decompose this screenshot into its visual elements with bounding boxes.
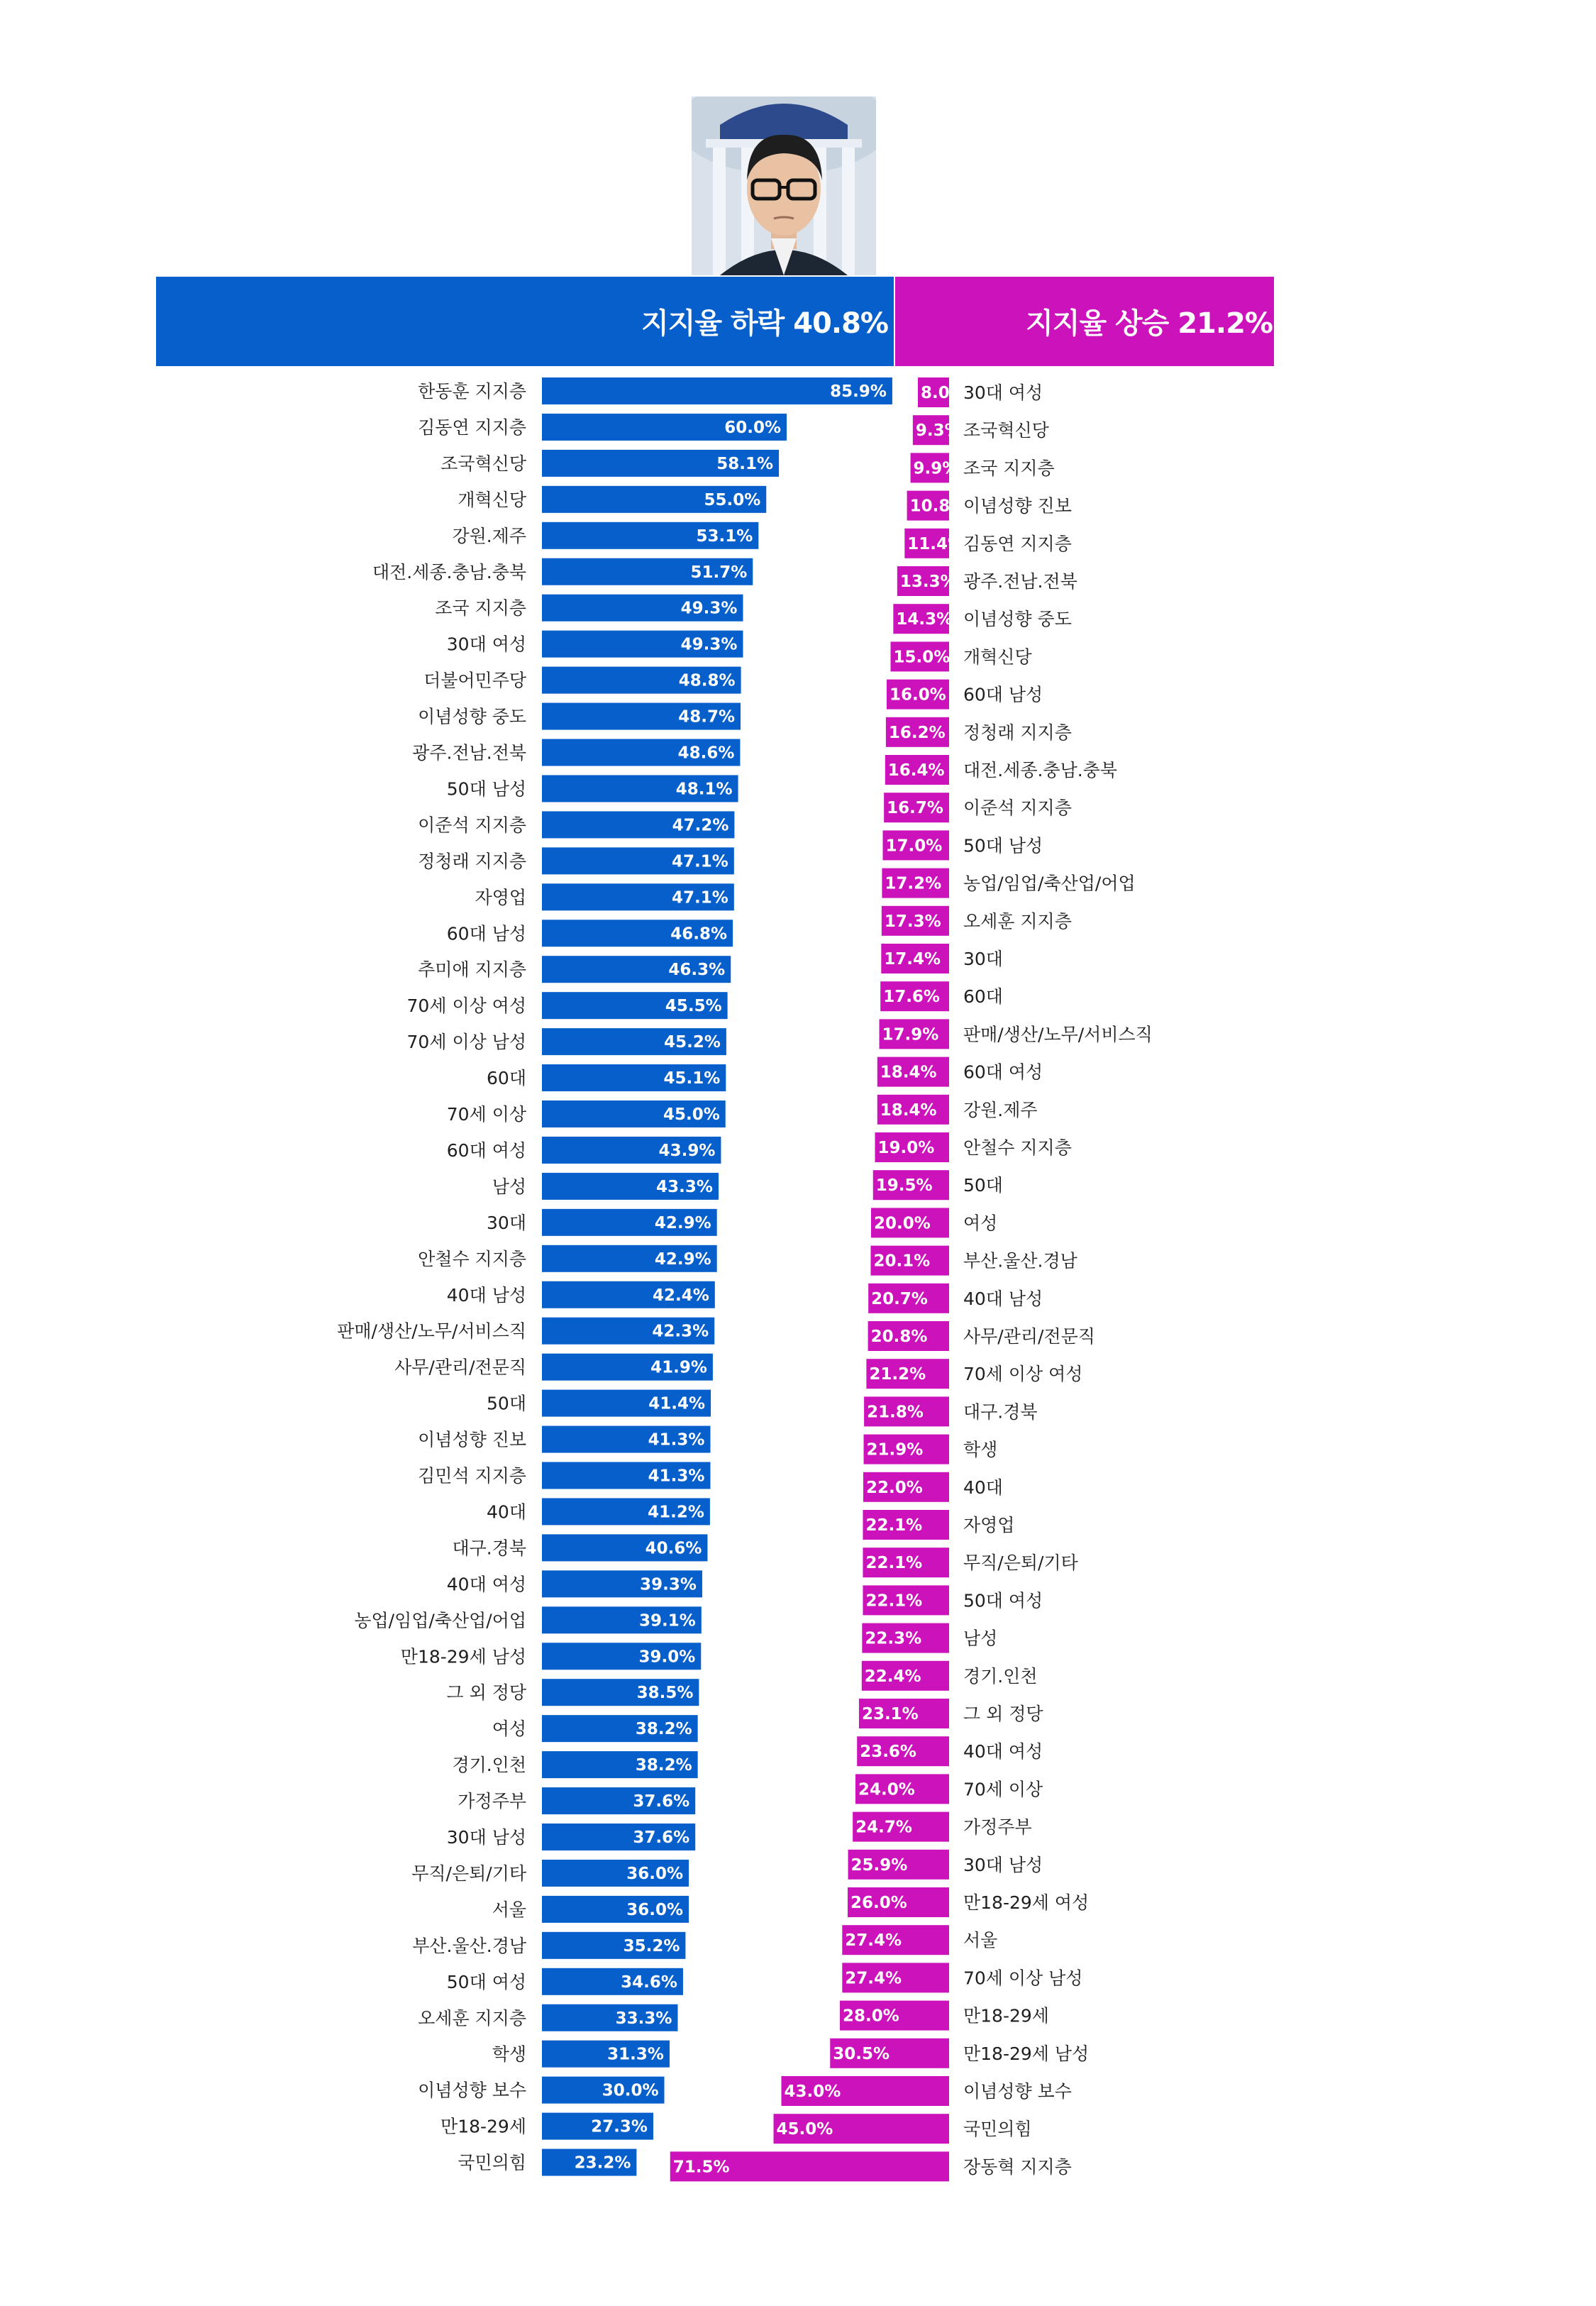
up-category-label: 안철수 지지층	[963, 1137, 1072, 1158]
up-bar-value-label: 27.4%	[845, 1969, 902, 1988]
up-bar-value-label: 21.2%	[869, 1365, 926, 1384]
up-category-label: 30대	[963, 949, 1003, 969]
up-category-label: 오세훈 지지층	[963, 910, 1072, 932]
up-category-label: 무직/은퇴/기타	[963, 1552, 1078, 1574]
down-category-label: 70세 이상 남성	[406, 1032, 526, 1053]
up-category-label: 50대 남성	[963, 835, 1043, 856]
down-category-label: 개혁신당	[458, 489, 526, 510]
up-bar-value-label: 19.5%	[875, 1176, 933, 1196]
down-bar-value-label: 42.9%	[654, 1213, 711, 1232]
down-category-label: 50대	[487, 1393, 526, 1414]
down-bar-value-label: 47.1%	[672, 852, 728, 871]
up-category-label: 만18-29세 남성	[963, 2043, 1090, 2064]
up-category-label: 30대 여성	[963, 382, 1043, 403]
down-category-label: 한동훈 지지층	[418, 381, 526, 402]
up-category-label: 조국혁신당	[963, 420, 1049, 441]
up-bar-value-label: 18.4%	[880, 1063, 937, 1082]
down-category-label: 사무/관리/전문직	[394, 1357, 526, 1378]
down-bar-value-label: 85.9%	[830, 382, 887, 401]
down-bar-value-label: 33.3%	[615, 2009, 672, 2028]
up-category-label: 50대 여성	[963, 1590, 1043, 1611]
down-category-label: 국민의힘	[458, 2152, 526, 2173]
up-bar-value-label: 22.1%	[865, 1516, 923, 1535]
down-bar-value-label: 41.3%	[648, 1467, 705, 1486]
down-category-label: 가정주부	[458, 1791, 526, 1812]
up-category-label: 70세 이상 남성	[963, 1968, 1083, 1989]
up-bar-value-label: 13.3%	[899, 573, 957, 591]
down-category-label: 자영업	[475, 887, 526, 908]
down-bar-value-label: 39.0%	[638, 1648, 696, 1667]
up-category-label: 사무/관리/전문직	[963, 1326, 1095, 1347]
down-bar-value-label: 42.3%	[652, 1322, 709, 1341]
up-category-label: 강원.제주	[963, 1099, 1038, 1120]
up-category-label: 서울	[963, 1930, 998, 1951]
down-category-label: 판매/생산/노무/서비스직	[337, 1320, 526, 1342]
down-bar-value-label: 43.9%	[658, 1141, 716, 1160]
down-bar-value-label: 34.6%	[621, 1973, 677, 1992]
down-bar-value-label: 51.7%	[690, 563, 748, 582]
down-bar-value-label: 48.8%	[678, 671, 736, 690]
down-bar-value-label: 41.3%	[648, 1430, 705, 1450]
down-bar-value-label: 47.2%	[672, 816, 729, 835]
down-bar-value-label: 46.3%	[668, 961, 726, 980]
down-category-label: 광주.전남.전북	[412, 742, 526, 763]
down-category-label: 강원.제주	[452, 525, 526, 546]
down-bar-value-label: 48.1%	[675, 780, 733, 799]
up-category-label: 이준석 지지층	[963, 798, 1072, 819]
down-bar-value-label: 47.1%	[672, 888, 728, 907]
down-bar-value-label: 60.0%	[724, 418, 781, 437]
up-category-label: 대구.경북	[963, 1401, 1038, 1423]
down-category-label: 조국 지지층	[435, 597, 526, 619]
up-bar-value-label: 9.3%	[915, 421, 961, 441]
up-category-label: 이념성향 중도	[963, 609, 1072, 630]
down-category-label: 조국혁신당	[440, 453, 526, 474]
up-bar-value-label: 8.0%	[921, 384, 966, 402]
up-bar-value-label: 21.9%	[866, 1440, 924, 1460]
up-category-label: 김동연 지지층	[963, 533, 1072, 554]
header-up-label: 지지율 상승 21.2%	[1026, 307, 1273, 340]
down-category-label: 안철수 지지층	[418, 1248, 526, 1269]
up-category-label: 대전.세종.충남.충북	[963, 760, 1118, 780]
up-category-label: 국민의힘	[963, 2119, 1032, 2140]
down-category-label: 경기.인천	[452, 1755, 526, 1776]
down-category-label: 이념성향 중도	[418, 706, 526, 727]
up-category-label: 50대	[963, 1175, 1003, 1196]
down-category-label: 40대 남성	[446, 1284, 526, 1306]
up-bar-value-label: 24.0%	[858, 1780, 915, 1799]
down-bar-value-label: 37.6%	[633, 1828, 690, 1847]
up-category-label: 개혁신당	[963, 646, 1032, 668]
up-bar-value-label: 30.5%	[833, 2044, 890, 2063]
up-bar-value-label: 22.4%	[864, 1667, 921, 1686]
up-category-label: 40대 여성	[963, 1741, 1043, 1762]
up-category-label: 이념성향 보수	[963, 2081, 1072, 2102]
up-bar-value-label: 21.8%	[867, 1403, 924, 1422]
up-bar-value-label: 25.9%	[850, 1855, 908, 1875]
up-category-label: 남성	[963, 1628, 998, 1649]
up-category-label: 판매/생산/노무/서비스직	[963, 1024, 1153, 1045]
down-bar-value-label: 36.0%	[626, 1864, 683, 1883]
down-category-label: 50대 여성	[446, 1971, 526, 1992]
down-category-label: 정청래 지지층	[418, 851, 526, 872]
up-bar-value-label: 22.0%	[866, 1478, 923, 1497]
up-category-label: 가정주부	[963, 1816, 1032, 1838]
down-category-label: 더불어민주당	[423, 670, 526, 691]
down-category-label: 오세훈 지지층	[418, 2007, 526, 2029]
down-category-label: 40대 여성	[446, 1574, 526, 1595]
up-bar-value-label: 71.5%	[672, 2158, 730, 2177]
up-category-label: 자영업	[963, 1515, 1015, 1535]
down-bar-value-label: 49.3%	[680, 635, 738, 654]
up-category-label: 40대	[963, 1477, 1003, 1498]
up-category-label: 장동혁 지지층	[963, 2156, 1072, 2178]
down-bar-value-label: 27.3%	[591, 2117, 648, 2136]
up-bar-value-label: 28.0%	[843, 2007, 899, 2026]
down-category-label: 그 외 정당	[446, 1682, 526, 1704]
up-bar-value-label: 23.1%	[861, 1705, 919, 1723]
down-bar-value-label: 46.8%	[670, 925, 728, 944]
up-category-label: 만18-29세 여성	[963, 1892, 1090, 1913]
down-category-label: 30대 여성	[446, 634, 526, 655]
up-bar-value-label: 17.4%	[884, 950, 941, 969]
down-bar-value-label: 39.1%	[639, 1611, 696, 1631]
up-category-label: 조국 지지층	[963, 458, 1055, 479]
down-bar-value-label: 37.6%	[633, 1792, 690, 1811]
down-category-label: 여성	[492, 1719, 526, 1740]
down-category-label: 만18-29세 남성	[400, 1646, 526, 1667]
up-category-label: 학생	[963, 1439, 998, 1460]
down-category-label: 30대	[487, 1212, 526, 1233]
up-bar-value-label: 45.0%	[776, 2120, 833, 2139]
down-category-label: 60대	[487, 1068, 526, 1089]
down-category-label: 서울	[492, 1899, 526, 1920]
up-category-label: 경기.인천	[963, 1665, 1038, 1687]
up-bar-value-label: 43.0%	[784, 2082, 841, 2101]
up-category-label: 70세 이상 여성	[963, 1364, 1083, 1385]
down-bar-value-label: 45.0%	[663, 1105, 720, 1124]
up-bar-value-label: 20.7%	[871, 1289, 928, 1308]
down-bar-value-label: 38.5%	[636, 1684, 694, 1703]
down-category-label: 60대 남성	[446, 923, 526, 944]
down-bar-value-label: 36.0%	[626, 1900, 683, 1919]
up-bar-value-label: 17.0%	[885, 837, 943, 856]
up-category-label: 그 외 정당	[963, 1704, 1043, 1724]
down-bar-value-label: 49.3%	[680, 599, 738, 618]
up-category-label: 부산.울산.경남	[963, 1250, 1077, 1271]
up-bar-value-label: 17.9%	[882, 1025, 939, 1044]
down-bar-value-label: 43.3%	[656, 1177, 713, 1196]
down-category-label: 남성	[492, 1176, 526, 1197]
down-category-label: 학생	[492, 2043, 526, 2065]
down-category-label: 농업/임업/축산업/어업	[354, 1610, 526, 1631]
down-bar-value-label: 38.2%	[635, 1720, 692, 1739]
up-category-label: 농업/임업/축산업/어업	[963, 873, 1136, 894]
down-category-label: 30대 남성	[446, 1827, 526, 1848]
up-category-label: 여성	[963, 1213, 998, 1234]
up-bar-value-label: 17.2%	[885, 874, 942, 893]
down-category-label: 김동연 지지층	[418, 416, 526, 438]
up-category-label: 광주.전남.전북	[963, 571, 1077, 592]
header-down-label: 지지율 하락 40.8%	[641, 307, 888, 340]
down-category-label: 이념성향 보수	[418, 2080, 526, 2101]
down-category-label: 부산.울산.경남	[412, 1935, 526, 1956]
down-bar-value-label: 38.2%	[635, 1756, 692, 1775]
down-category-label: 70세 이상 여성	[406, 995, 526, 1017]
down-bar-value-label: 45.1%	[663, 1069, 721, 1088]
down-category-label: 만18-29세	[440, 2116, 526, 2137]
up-category-label: 40대 남성	[963, 1288, 1043, 1309]
down-bar-value-label: 42.4%	[653, 1286, 709, 1305]
down-bar-value-label: 41.4%	[648, 1394, 706, 1413]
up-bar-value-label: 17.6%	[883, 988, 940, 1007]
down-bar-value-label: 41.9%	[650, 1358, 707, 1377]
down-category-label: 70세 이상	[446, 1104, 526, 1125]
up-bar-value-label: 15.0%	[893, 648, 951, 667]
up-bar-value-label: 23.6%	[860, 1743, 916, 1762]
down-bar-value-label: 45.5%	[665, 997, 722, 1016]
down-category-label: 김민석 지지층	[418, 1465, 526, 1486]
up-category-label: 이념성향 진보	[963, 495, 1072, 517]
up-bar-value-label: 16.7%	[887, 799, 943, 818]
up-bar-value-label: 22.3%	[865, 1629, 922, 1648]
down-bar-value-label: 53.1%	[696, 526, 753, 546]
down-bar-value-label: 58.1%	[716, 454, 774, 473]
down-category-label: 60대 여성	[446, 1140, 526, 1161]
down-bar-value-label: 23.2%	[574, 2153, 631, 2173]
up-bar-value-label: 14.3%	[896, 610, 953, 629]
down-category-label: 40대	[487, 1501, 526, 1523]
down-bar-value-label: 42.9%	[654, 1249, 711, 1269]
down-bar-value-label: 48.7%	[678, 707, 736, 727]
up-bar-value-label: 16.2%	[888, 723, 946, 742]
down-category-label: 50대 남성	[446, 778, 526, 800]
up-bar-value-label: 24.7%	[855, 1818, 912, 1837]
up-bar-value-label: 18.4%	[880, 1100, 937, 1120]
up-bar-value-label: 19.0%	[877, 1139, 935, 1157]
up-bar-value-label: 27.4%	[845, 1931, 902, 1951]
down-bar-value-label: 48.6%	[677, 744, 735, 763]
down-category-label: 이념성향 진보	[418, 1429, 526, 1450]
up-bar-value-label: 9.9%	[913, 459, 959, 478]
up-category-label: 30대 남성	[963, 1854, 1043, 1875]
down-category-label: 대전.세종.충남.충북	[372, 561, 526, 583]
up-bar-value-label: 20.8%	[870, 1328, 928, 1346]
down-bar-value-label: 55.0%	[704, 490, 761, 509]
down-bar-value-label: 40.6%	[645, 1539, 702, 1558]
down-category-label: 이준석 지지층	[418, 815, 526, 836]
up-bar-value-label: 26.0%	[850, 1894, 907, 1912]
down-bar-value-label: 39.3%	[640, 1575, 697, 1594]
down-bar-value-label: 30.0%	[602, 2081, 659, 2100]
up-bar-value-label: 20.1%	[873, 1252, 931, 1271]
up-category-label: 60대 여성	[963, 1061, 1043, 1083]
up-bar-value-label: 16.4%	[887, 761, 945, 780]
up-bar-value-label: 22.1%	[865, 1591, 923, 1611]
up-category-label: 60대 남성	[963, 684, 1043, 705]
up-bar-value-label: 22.1%	[865, 1554, 923, 1573]
up-category-label: 정청래 지지층	[963, 722, 1072, 743]
up-bar-value-label: 17.3%	[884, 912, 941, 931]
down-category-label: 추미애 지지층	[418, 959, 526, 981]
down-bar-value-label: 31.3%	[607, 2045, 664, 2064]
up-bar-value-label: 10.8%	[909, 497, 967, 516]
down-bar-value-label: 45.2%	[664, 1033, 721, 1052]
down-category-label: 대구.경북	[452, 1538, 526, 1559]
down-category-label: 무직/은퇴/기타	[411, 1863, 526, 1884]
down-bar-value-label: 41.2%	[648, 1503, 704, 1522]
up-category-label: 70세 이상	[963, 1779, 1043, 1800]
down-bar-value-label: 35.2%	[623, 1936, 680, 1955]
up-bar-value-label: 20.0%	[874, 1214, 931, 1233]
up-bar-value-label: 11.4%	[907, 534, 965, 553]
up-bar-value-label: 16.0%	[890, 685, 946, 705]
up-category-label: 만18-29세	[963, 2005, 1049, 2026]
up-category-label: 60대	[963, 986, 1003, 1008]
